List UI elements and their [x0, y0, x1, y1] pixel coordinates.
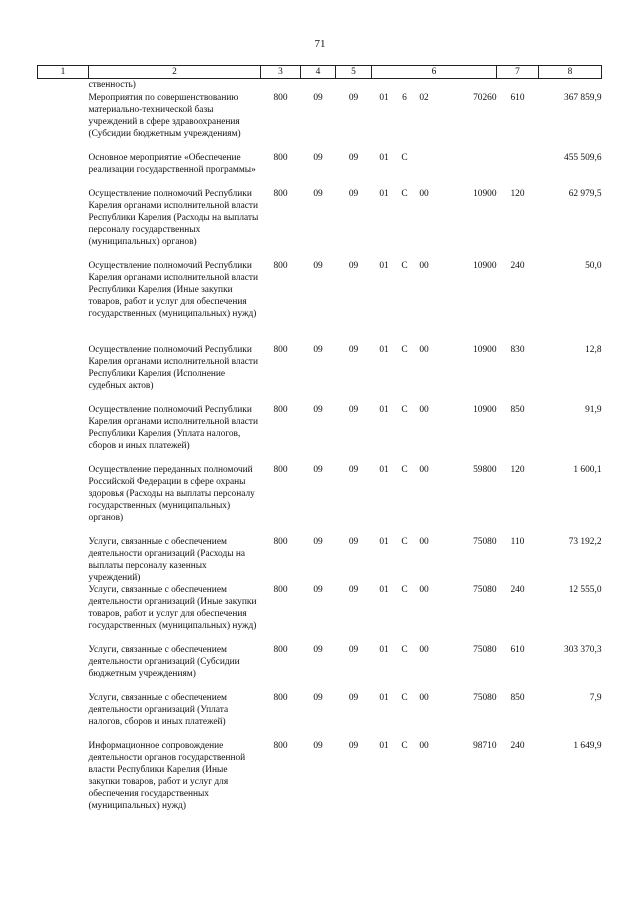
- row-subprogram: С: [401, 464, 408, 475]
- row-direction: 75080: [473, 584, 497, 595]
- row-expense-type: [497, 152, 539, 188]
- header-row: [38, 66, 602, 79]
- row-subsection: 09: [348, 644, 359, 655]
- row-code: 800: [273, 404, 288, 415]
- row-expense-type: 120: [510, 464, 525, 475]
- row-name: Осуществление полномочий Республики Карелия органами исполнительной власти Республики Карелия (Расходы на выплаты персоналу государственных (муниципальных) органов): [88, 188, 259, 247]
- row-name: Осуществление полномочий Республики Карелия органами исполнительной власти Республики Карелия (Исполнение судебных актов): [88, 344, 259, 391]
- row-expense-type: 610: [510, 92, 525, 103]
- table-row: [38, 92, 602, 152]
- row-number: [38, 740, 89, 812]
- row-amount: 12,8: [585, 344, 602, 355]
- row-subprogram: С: [401, 260, 408, 271]
- table-row: [38, 740, 602, 812]
- row-subsection: 09: [348, 464, 359, 475]
- row-expense-type: 240: [510, 740, 525, 751]
- row-amount: 62 979,5: [568, 188, 602, 199]
- row-amount: 50,0: [585, 260, 602, 271]
- column-header: 8: [539, 66, 602, 79]
- row-number: [38, 464, 89, 536]
- row-program: [372, 79, 397, 92]
- row-event: 00: [419, 188, 429, 199]
- row-number: [38, 404, 89, 464]
- row-amount: 7,9: [589, 692, 602, 703]
- row-name: Услуги, связанные с обеспечением деятельности организаций (Иные закупки товаров, работ и услуг для обеспечения государственных (муниципальных) нужд): [88, 584, 257, 631]
- row-amount: 91,9: [585, 404, 602, 415]
- row-direction: 75080: [473, 536, 497, 547]
- table-row: [38, 188, 602, 260]
- row-program: 01: [379, 92, 389, 103]
- row-number: [38, 344, 89, 404]
- row-code: [261, 79, 301, 92]
- row-subsection: 09: [348, 740, 359, 751]
- row-subsection: 09: [348, 404, 359, 415]
- page-number: 71: [314, 38, 326, 50]
- row-number: [38, 79, 89, 92]
- row-amount: 1 600,1: [573, 464, 602, 475]
- row-number: [38, 584, 89, 644]
- row-direction: 10900: [473, 344, 497, 355]
- row-program: 01: [379, 692, 389, 703]
- table-row: [38, 79, 602, 92]
- row-subsection: [336, 79, 372, 92]
- row-direction: 10900: [473, 404, 497, 415]
- table-row: [38, 692, 602, 740]
- row-amount: 73 192,2: [568, 536, 602, 547]
- row-code: 800: [273, 536, 288, 547]
- row-code: 800: [273, 92, 288, 103]
- row-code: 800: [273, 464, 288, 475]
- row-number: [38, 152, 89, 188]
- row-section: 09: [313, 464, 323, 475]
- row-number: [38, 536, 89, 584]
- row-direction: 59800: [473, 464, 497, 475]
- table-row: [38, 344, 602, 404]
- row-program: 01: [379, 404, 389, 415]
- row-number: [38, 644, 89, 692]
- row-amount: [539, 79, 602, 92]
- row-expense-type: 850: [510, 404, 525, 415]
- row-subprogram: С: [401, 536, 408, 547]
- row-direction: [436, 79, 497, 92]
- table-row: [38, 152, 602, 188]
- row-expense-type: 240: [510, 260, 525, 271]
- row-subprogram: 6: [402, 92, 407, 103]
- row-number: [38, 260, 89, 344]
- table-row: [38, 464, 602, 536]
- row-code: 800: [273, 644, 288, 655]
- row-event: [413, 152, 436, 188]
- row-name: Услуги, связанные с обеспечением деятельности организаций (Субсидии бюджетным учреждениям): [88, 644, 240, 679]
- row-expense-type: 240: [510, 584, 525, 595]
- table-row: [38, 536, 602, 584]
- row-subsection: 09: [348, 344, 359, 355]
- row-subprogram: С: [401, 188, 408, 199]
- row-code: 800: [273, 260, 288, 271]
- row-section: 09: [313, 536, 323, 547]
- row-subsection: 09: [348, 260, 359, 271]
- row-subprogram: С: [401, 644, 408, 655]
- row-program: 01: [379, 188, 389, 199]
- row-section: 09: [313, 92, 323, 103]
- row-section: 09: [313, 740, 323, 751]
- row-section: 09: [313, 404, 323, 415]
- row-event: 00: [419, 536, 429, 547]
- row-name: Осуществление полномочий Республики Карелия органами исполнительной власти Республики Карелия (Иные закупки товаров, работ и услуг для обеспечения государственных (муниципальных) нужд): [88, 260, 259, 319]
- row-number: [38, 692, 89, 740]
- row-expense-type: 110: [510, 536, 525, 547]
- row-name: Услуги, связанные с обеспечением деятельности организаций (Уплата налогов, сборов и иных платежей): [88, 692, 229, 727]
- row-event: 00: [419, 692, 429, 703]
- row-name: Мероприятия по совершенствованию материально-технической базы учреждений в сфере здравоохранения (Субсидии бюджетным учреждениям): [88, 92, 241, 139]
- row-section: 09: [313, 644, 323, 655]
- row-event: 02: [419, 92, 429, 103]
- row-event: 00: [419, 344, 429, 355]
- row-section: 09: [313, 692, 323, 703]
- column-header: 5: [336, 66, 372, 79]
- row-expense-type: 830: [510, 344, 525, 355]
- column-header: 7: [497, 66, 539, 79]
- row-code: 800: [273, 344, 288, 355]
- row-section: 09: [313, 188, 323, 199]
- row-subprogram: С: [401, 584, 408, 595]
- row-number: [38, 188, 89, 260]
- row-subprogram: С: [401, 152, 408, 163]
- row-program: 01: [379, 464, 389, 475]
- row-amount: 455 509,6: [564, 152, 602, 163]
- column-header: 3: [261, 66, 301, 79]
- row-event: 00: [419, 464, 429, 475]
- row-program: 01: [379, 152, 389, 163]
- row-subprogram: [397, 79, 413, 92]
- row-code: 800: [273, 188, 288, 199]
- row-name: Услуги, связанные с обеспечением деятельности организаций (Расходы на выплаты персоналу казенных учреждений): [88, 536, 246, 583]
- row-subsection: 09: [348, 188, 359, 199]
- row-direction: 70260: [473, 92, 497, 103]
- row-subprogram: С: [401, 404, 408, 415]
- column-header: 2: [89, 66, 261, 79]
- row-program: 01: [379, 740, 389, 751]
- table-row: [38, 584, 602, 644]
- row-amount: 1 649,9: [573, 740, 602, 751]
- row-event: 00: [419, 404, 429, 415]
- row-section: [301, 79, 336, 92]
- row-subsection: 09: [348, 152, 359, 163]
- row-event: [413, 79, 436, 92]
- row-subsection: 09: [348, 92, 359, 103]
- row-event: 00: [419, 260, 429, 271]
- row-expense-type: 610: [510, 644, 525, 655]
- row-subprogram: С: [401, 344, 408, 355]
- table-row: [38, 404, 602, 464]
- column-header: 1: [38, 66, 89, 79]
- row-program: 01: [379, 536, 389, 547]
- row-direction: [436, 152, 497, 188]
- row-name: Информационное сопровождение деятельности органов государственной власти Республики Карелия (Иные закупки товаров, работ и услуг для обеспечения государственных (муниципальных) нужд): [88, 740, 246, 811]
- row-amount: 367 859,9: [564, 92, 602, 103]
- row-direction: 10900: [473, 188, 497, 199]
- table-row: [38, 260, 602, 344]
- row-code: 800: [273, 692, 288, 703]
- row-amount: 12 555,0: [568, 584, 602, 595]
- row-code: 800: [273, 740, 288, 751]
- row-section: 09: [313, 344, 323, 355]
- budget-table: [37, 65, 602, 812]
- row-number: [38, 92, 89, 152]
- row-program: 01: [379, 260, 389, 271]
- row-code: 800: [273, 152, 288, 163]
- row-subsection: 09: [348, 536, 359, 547]
- row-code: 800: [273, 584, 288, 595]
- row-name: ственность): [88, 80, 136, 90]
- row-section: 09: [313, 260, 323, 271]
- row-subprogram: С: [401, 740, 408, 751]
- row-section: 09: [313, 152, 323, 163]
- row-name: Осуществление переданных полномочий Российской Федерации в сфере охраны здоровья (Расходы на выплаты персоналу государственных (муниципальных) органов): [88, 464, 255, 523]
- row-program: 01: [379, 644, 389, 655]
- row-direction: 10900: [473, 260, 497, 271]
- row-expense-type: 120: [510, 188, 525, 199]
- row-section: 09: [313, 584, 323, 595]
- column-header: 4: [301, 66, 336, 79]
- column-header: 6: [372, 66, 497, 79]
- row-subsection: 09: [348, 692, 359, 703]
- row-direction: 98710: [473, 740, 497, 751]
- row-amount: 303 370,3: [564, 644, 602, 655]
- row-program: 01: [379, 344, 389, 355]
- row-program: 01: [379, 584, 389, 595]
- row-direction: 75080: [473, 644, 497, 655]
- row-expense-type: [497, 79, 539, 92]
- row-subsection: 09: [348, 584, 359, 595]
- row-event: 00: [419, 740, 429, 751]
- row-subprogram: С: [401, 692, 408, 703]
- row-direction: 75080: [473, 692, 497, 703]
- row-name: Осуществление полномочий Республики Карелия органами исполнительной власти Республики Карелия (Уплата налогов, сборов и иных платежей): [88, 404, 259, 451]
- row-event: 00: [419, 584, 429, 595]
- table-row: [38, 644, 602, 692]
- row-name: Основное мероприятие «Обеспечение реализации государственной программы»: [88, 152, 256, 175]
- row-event: 00: [419, 644, 429, 655]
- row-expense-type: 850: [510, 692, 525, 703]
